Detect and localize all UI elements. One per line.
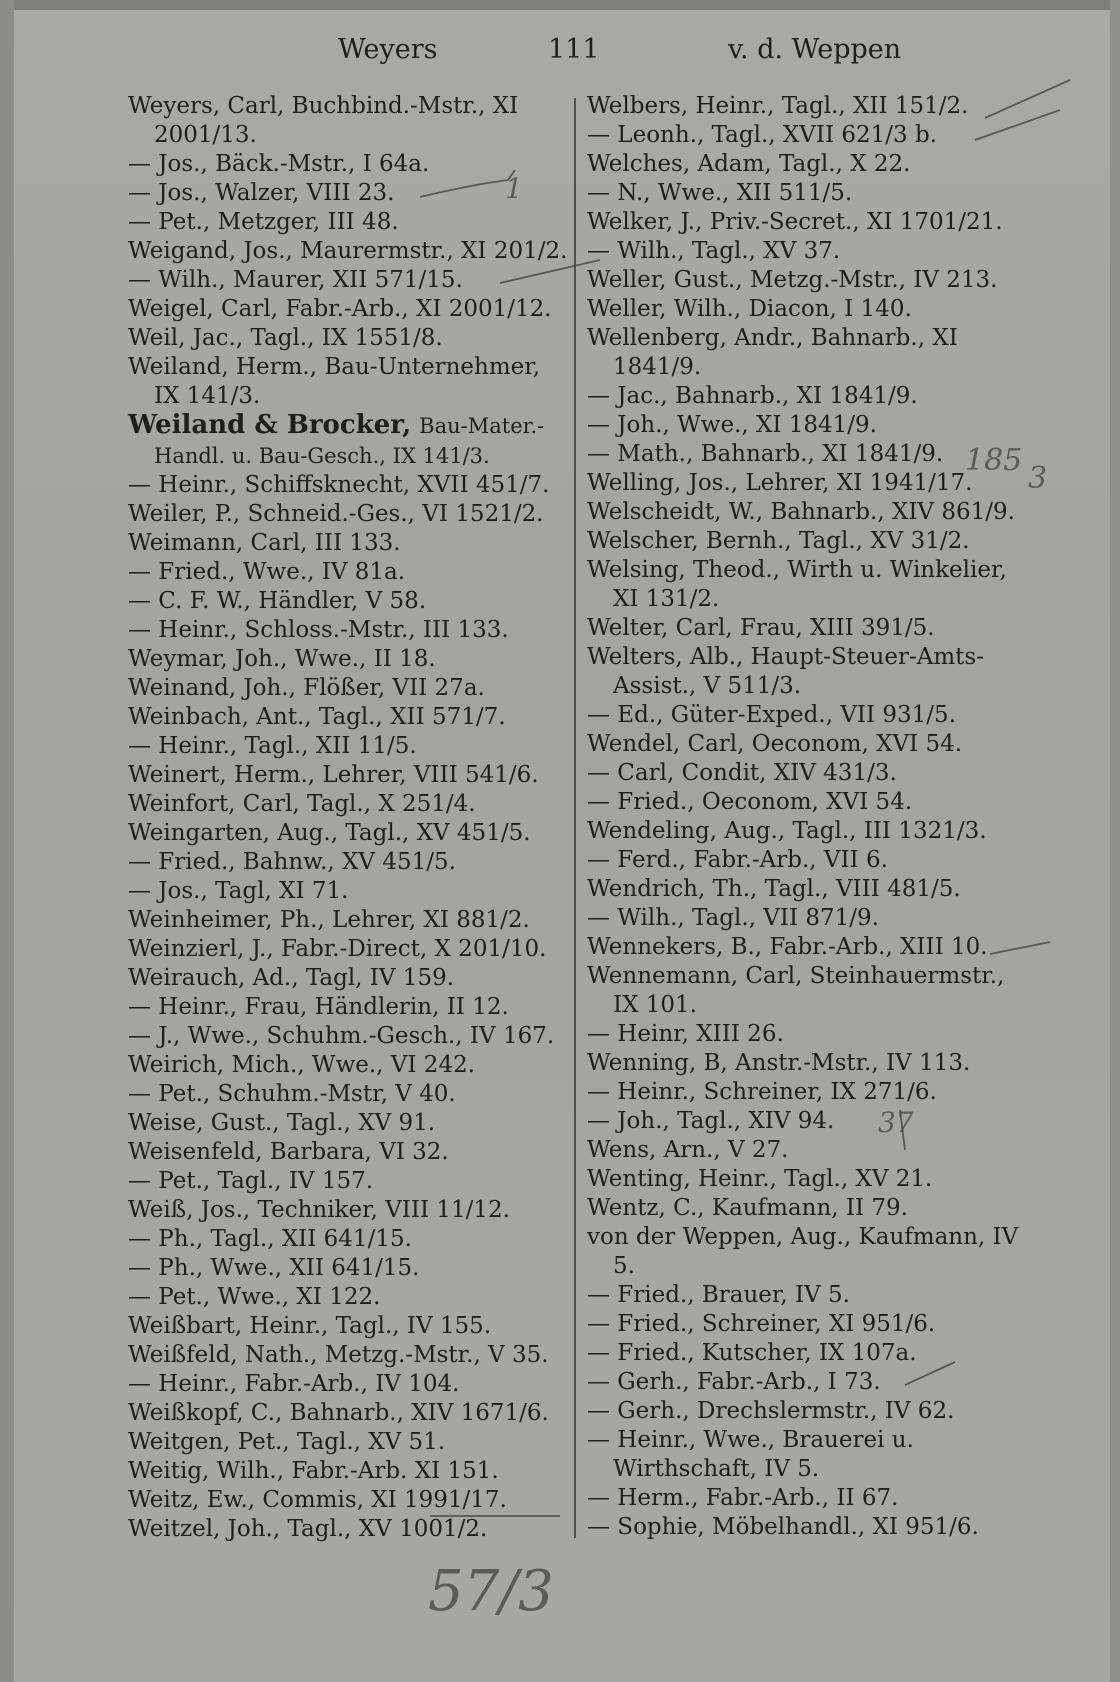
directory-entry: — Joh., Wwe., XI 1841/9.: [587, 412, 877, 438]
directory-entry: Weller, Wilh., Diacon, I 140.: [587, 296, 912, 322]
directory-entry: Wentz, C., Kaufmann, II 79.: [587, 1195, 908, 1221]
directory-entry: — Wilh., Tagl., XV 37.: [587, 238, 841, 264]
directory-entry: — Fried., Kutscher, IX 107a.: [587, 1340, 917, 1366]
directory-entry: Welscher, Bernh., Tagl., XV 31/2.: [587, 528, 970, 554]
directory-entry: — Fried., Oeconom, XVI 54.: [587, 789, 913, 815]
directory-entry: — Heinr, XIII 26.: [587, 1021, 784, 1047]
directory-entry: — Jac., Bahnarb., XI 1841/9.: [587, 383, 918, 409]
directory-entry: Wendeling, Aug., Tagl., III 1321/3.: [587, 818, 987, 844]
directory-entry: Welbers, Heinr., Tagl., XII 151/2.: [587, 93, 969, 119]
right-column: [587, 92, 1023, 1542]
directory-entry: Wendrich, Th., Tagl., VIII 481/5.: [587, 876, 961, 902]
directory-entry: Weisenfeld, Barbara, VI 32.: [128, 1139, 449, 1165]
directory-entry: — Wilh., Tagl., VII 871/9.: [587, 905, 879, 931]
directory-entry: — Herm., Fabr.-Arb., II 67.: [587, 1485, 899, 1511]
directory-entry: Weymar, Joh., Wwe., II 18.: [128, 646, 436, 672]
directory-entry: — Jos., Bäck.-Mstr., I 64a.: [128, 151, 430, 177]
directory-entry: — Pet., Schuhm.-Mstr, V 40.: [128, 1081, 456, 1107]
directory-entry: — Ph., Wwe., XII 641/15.: [128, 1255, 420, 1281]
directory-entry: Weirauch, Ad., Tagl, IV 159.: [128, 965, 455, 991]
directory-entry: Weinzierl, J., Fabr.-Direct, X 201/10.: [128, 936, 547, 962]
column-divider: [574, 98, 576, 1538]
directory-entry: Weißkopf, C., Bahnarb., XIV 1671/6.: [128, 1400, 549, 1426]
page-number: 111: [548, 34, 600, 65]
directory-entry: — Carl, Condit, XIV 431/3.: [587, 760, 897, 786]
directory-entry: — Fried., Bahnw., XV 451/5.: [128, 849, 456, 875]
page-header: [0, 30, 1120, 74]
directory-entry: — N., Wwe., XII 511/5.: [587, 180, 853, 206]
directory-entry: Wellenberg, Andr., Bahnarb., XI 1841/9.: [587, 325, 958, 380]
directory-entry: Weitzel, Joh., Tagl., XV 1001/2.: [128, 1516, 488, 1542]
page-edge-top: [0, 0, 1120, 10]
directory-entry: — Heinr., Tagl., XII 11/5.: [128, 733, 417, 759]
directory-entry: Weigand, Jos., Maurermstr., XI 201/2.: [128, 238, 568, 264]
directory-entry: Welsing, Theod., Wirth u. Winkelier, XI 131/2.: [587, 557, 1007, 612]
directory-entry: — C. F. W., Händler, V 58.: [128, 588, 427, 614]
directory-entry: — Wilh., Maurer, XII 571/15.: [128, 267, 463, 293]
directory-entry: — Pet., Metzger, III 48.: [128, 209, 399, 235]
directory-entry: — Heinr., Schreiner, IX 271/6.: [587, 1079, 937, 1105]
directory-entry: Welling, Jos., Lehrer, XI 1941/17.: [587, 470, 973, 496]
directory-entry: Welters, Alb., Haupt-Steuer-Amts-Assist., V 511/3.: [587, 644, 984, 699]
directory-entry: — Gerh., Fabr.-Arb., I 73.: [587, 1369, 881, 1395]
directory-entry: — Pet., Wwe., XI 122.: [128, 1284, 381, 1310]
directory-entry: Weitig, Wilh., Fabr.-Arb. XI 151.: [128, 1458, 499, 1484]
directory-entry: Weiß, Jos., Techniker, VIII 11/12.: [128, 1197, 510, 1223]
directory-entry: — Ph., Tagl., XII 641/15.: [128, 1226, 412, 1252]
directory-entry: Weinheimer, Ph., Lehrer, XI 881/2.: [128, 907, 530, 933]
directory-entry: — Fried., Brauer, IV 5.: [587, 1282, 850, 1308]
directory-entry: von der Weppen, Aug., Kaufmann, IV 5.: [587, 1224, 1019, 1279]
directory-entry: Welker, J., Priv.-Secret., XI 1701/21.: [587, 209, 1003, 235]
firm-details: Bau-Mater.-Handl. u. Bau-Gesch., IX 141/3.: [154, 414, 545, 468]
directory-entry: — Fried., Wwe., IV 81a.: [128, 559, 406, 585]
left-column: [128, 92, 568, 1544]
directory-entry: — Ed., Güter-Exped., VII 931/5.: [587, 702, 956, 728]
page-edge-left: [0, 0, 14, 1682]
directory-entry: Weigel, Carl, Fabr.-Arb., XI 2001/12.: [128, 296, 552, 322]
directory-entry: Wens, Arn., V 27.: [587, 1137, 789, 1163]
directory-entry: Weiland, Herm., Bau-Unternehmer, IX 141/3.: [128, 354, 541, 409]
directory-entry: — Heinr., Fabr.-Arb., IV 104.: [128, 1371, 460, 1397]
directory-entry: — Fried., Schreiner, XI 951/6.: [587, 1311, 936, 1337]
directory-entry: — Math., Bahnarb., XI 1841/9.: [587, 441, 944, 467]
handwritten-note: 1: [505, 172, 523, 205]
handwritten-note: 3: [1028, 461, 1048, 496]
directory-entry: — Heinr., Frau, Händlerin, II 12.: [128, 994, 509, 1020]
directory-entry: Wennemann, Carl, Steinhauermstr., IX 101.: [587, 963, 1005, 1018]
directory-entry: [128, 411, 568, 471]
directory-entry: — Heinr., Wwe., Brauerei u. Wirthschaft, IV 5.: [587, 1427, 914, 1482]
firm-name: Weiland & Brocker,: [128, 410, 412, 440]
directory-entry: Weller, Gust., Metzg.-Mstr., IV 213.: [587, 267, 998, 293]
directory-entry: — Jos., Walzer, VIII 23.: [128, 180, 395, 206]
directory-entry: Weimann, Carl, III 133.: [128, 530, 401, 556]
page-edge-right: [1110, 0, 1120, 1682]
directory-entry: Welter, Carl, Frau, XIII 391/5.: [587, 615, 935, 641]
directory-entry: — Heinr., Schiffsknecht, XVII 451/7.: [128, 472, 550, 498]
directory-entry: Wenting, Heinr., Tagl., XV 21.: [587, 1166, 933, 1192]
header-catchword-right: v. d. Weppen: [728, 34, 902, 65]
directory-entry: Weitgen, Pet., Tagl., XV 51.: [128, 1429, 446, 1455]
directory-entry: Wennekers, B., Fabr.-Arb., XIII 10.: [587, 934, 988, 960]
directory-entry: Weißbart, Heinr., Tagl., IV 155.: [128, 1313, 492, 1339]
directory-entry: — Gerh., Drechslermstr., IV 62.: [587, 1398, 955, 1424]
directory-entry: Weinand, Joh., Flößer, VII 27a.: [128, 675, 485, 701]
header-catchword-left: Weyers: [338, 34, 438, 65]
directory-entry: Wendel, Carl, Oeconom, XVI 54.: [587, 731, 963, 757]
directory-entry: — J., Wwe., Schuhm.-Gesch., IV 167.: [128, 1023, 555, 1049]
directory-entry: Weißfeld, Nath., Metzg.-Mstr., V 35.: [128, 1342, 549, 1368]
directory-entry: Weiler, P., Schneid.-Ges., VI 1521/2.: [128, 501, 544, 527]
handwritten-note: 57/3: [428, 1559, 554, 1624]
directory-entry: Weil, Jac., Tagl., IX 1551/8.: [128, 325, 443, 351]
directory-entry: — Sophie, Möbelhandl., XI 951/6.: [587, 1514, 979, 1540]
handwritten-note: 37: [878, 1106, 914, 1139]
directory-entry: Weirich, Mich., Wwe., VI 242.: [128, 1052, 476, 1078]
directory-entry: Weinert, Herm., Lehrer, VIII 541/6.: [128, 762, 539, 788]
directory-entry: Wenning, B, Anstr.-Mstr., IV 113.: [587, 1050, 971, 1076]
directory-entry: — Ferd., Fabr.-Arb., VII 6.: [587, 847, 888, 873]
directory-entry: Weinbach, Ant., Tagl., XII 571/7.: [128, 704, 506, 730]
handwritten-note: 185: [965, 443, 1023, 478]
directory-entry: Weingarten, Aug., Tagl., XV 451/5.: [128, 820, 531, 846]
directory-entry: — Jos., Tagl, XI 71.: [128, 878, 349, 904]
directory-entry: Weyers, Carl, Buchbind.-Mstr., XI 2001/13.: [128, 93, 519, 148]
directory-entry: — Joh., Tagl., XIV 94.: [587, 1108, 835, 1134]
directory-entry: Welches, Adam, Tagl., X 22.: [587, 151, 911, 177]
directory-entry: Welscheidt, W., Bahnarb., XIV 861/9.: [587, 499, 1015, 525]
directory-entry: Weitz, Ew., Commis, XI 1991/17.: [128, 1487, 507, 1513]
directory-entry: Weinfort, Carl, Tagl., X 251/4.: [128, 791, 476, 817]
directory-entry: — Leonh., Tagl., XVII 621/3 b.: [587, 122, 937, 148]
directory-entry: Weise, Gust., Tagl., XV 91.: [128, 1110, 436, 1136]
directory-entry: — Pet., Tagl., IV 157.: [128, 1168, 374, 1194]
directory-entry: — Heinr., Schloss.-Mstr., III 133.: [128, 617, 509, 643]
